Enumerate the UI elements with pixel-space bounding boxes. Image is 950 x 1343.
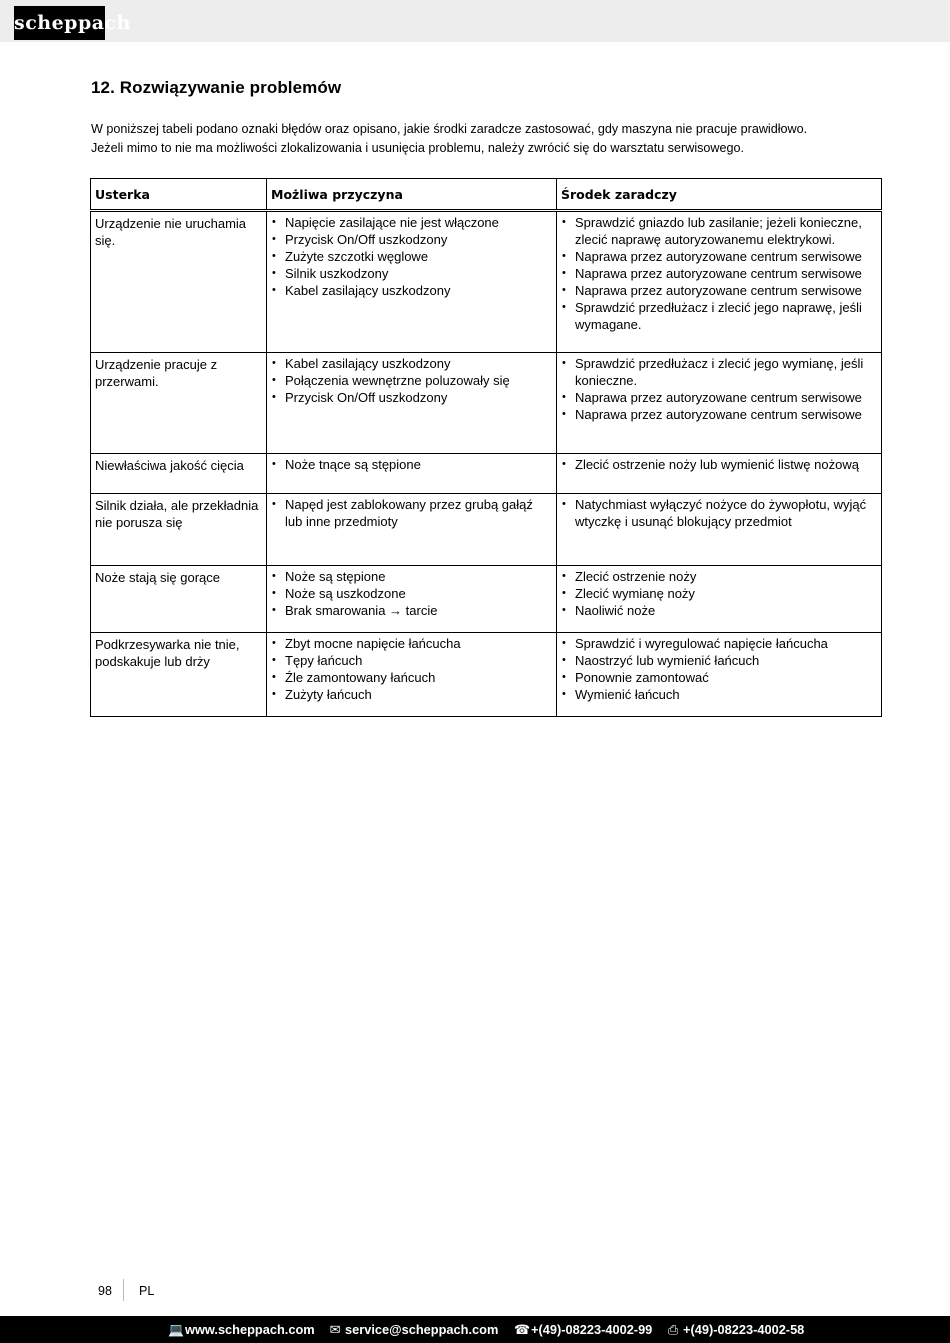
cause-cell bbox=[267, 454, 557, 494]
remedy-item: • Natychmiast wyłączyć nożyce do żywopłotu, wyjąć wtyczkę i usunąć blokujący przedmiot bbox=[561, 496, 877, 530]
remedy-item: • Naprawa przez autoryzowane centrum serwisowe bbox=[561, 389, 877, 406]
remedy-item: • Naostrzyć lub wymienić łańcuch bbox=[561, 652, 877, 669]
header-fault: Usterka bbox=[91, 179, 267, 211]
table-row bbox=[91, 211, 882, 353]
fault-cell: Silnik działa, ale przekładnia nie porusza się bbox=[91, 494, 267, 566]
header-remedy: Środek zaradczy bbox=[557, 179, 882, 211]
table-row bbox=[91, 494, 882, 566]
remedy-item: • Zlecić ostrzenie noży bbox=[561, 568, 877, 585]
remedy-cell bbox=[557, 211, 882, 353]
website-text: www.scheppach.com bbox=[185, 1322, 315, 1337]
remedy-cell bbox=[557, 633, 882, 717]
remedy-item: • Sprawdzić przedłużacz i zlecić jego wymianę, jeśli konieczne. bbox=[561, 355, 877, 389]
remedy-item: • Zlecić ostrzenie noży lub wymienić listwę nożową bbox=[561, 456, 877, 473]
cause-item: • Zużyty łańcuch bbox=[271, 686, 552, 703]
fault-cell: Urządzenie pracuje z przerwami. bbox=[91, 353, 267, 454]
cause-item: • Połączenia wewnętrzne poluzowały się bbox=[271, 372, 552, 389]
cause-item: • Noże są stępione bbox=[271, 568, 552, 585]
cause-cell bbox=[267, 633, 557, 717]
cause-item: • Kabel zasilający uszkodzony bbox=[271, 355, 552, 372]
cause-item: • Silnik uszkodzony bbox=[271, 265, 552, 282]
cause-item: • Zbyt mocne napięcie łańcucha bbox=[271, 635, 552, 652]
footer-fax bbox=[666, 1316, 804, 1343]
language-code: PL bbox=[139, 1284, 155, 1298]
footer-bar bbox=[0, 1316, 950, 1343]
top-bar bbox=[0, 0, 950, 42]
computer-icon: 💻 bbox=[168, 1322, 184, 1337]
phone-icon: ☎ bbox=[514, 1322, 530, 1337]
cause-item: • Noże tnące są stępione bbox=[271, 456, 552, 473]
cause-item: • Przycisk On/Off uszkodzony bbox=[271, 389, 552, 406]
table-row bbox=[91, 353, 882, 454]
page-separator bbox=[123, 1279, 124, 1301]
cause-item: • Kabel zasilający uszkodzony bbox=[271, 282, 552, 299]
table-row bbox=[91, 633, 882, 717]
remedy-item: • Zlecić wymianę noży bbox=[561, 585, 877, 602]
remedy-cell bbox=[557, 454, 882, 494]
footer-website[interactable] bbox=[168, 1316, 315, 1343]
cause-item: • Napięcie zasilające nie jest włączone bbox=[271, 214, 552, 231]
remedy-item: • Sprawdzić przedłużacz i zlecić jego naprawę, jeśli wymagane. bbox=[561, 299, 877, 333]
page-number: 98 bbox=[98, 1284, 112, 1298]
fault-cell: Noże stają się gorące bbox=[91, 566, 267, 633]
mail-icon: ✉ bbox=[329, 1322, 341, 1337]
remedy-item: • Naprawa przez autoryzowane centrum serwisowe bbox=[561, 406, 877, 423]
remedy-item: • Ponownie zamontować bbox=[561, 669, 877, 686]
remedy-item: • Naprawa przez autoryzowane centrum serwisowe bbox=[561, 282, 877, 299]
cause-cell bbox=[267, 494, 557, 566]
fax-icon: ⎙ bbox=[667, 1322, 679, 1337]
cause-cell bbox=[267, 353, 557, 454]
remedy-cell bbox=[557, 566, 882, 633]
intro-line-1: W poniższej tabeli podano oznaki błędów oraz opisano, jakie środki zaradcze zastosować, gdy maszyna nie pracuje prawidłowo. bbox=[91, 122, 808, 136]
cause-cell bbox=[267, 211, 557, 353]
table-row bbox=[91, 454, 882, 494]
troubleshooting-table bbox=[90, 178, 882, 717]
table-row bbox=[91, 566, 882, 633]
remedy-item: • Wymienić łańcuch bbox=[561, 686, 877, 703]
section-title: 12. Rozwiązywanie problemów bbox=[91, 78, 342, 97]
cause-item: • Napęd jest zablokowany przez grubą gałąź lub inne przedmioty bbox=[271, 496, 552, 530]
fault-cell: Niewłaściwa jakość cięcia bbox=[91, 454, 267, 494]
cause-item: • Tępy łańcuch bbox=[271, 652, 552, 669]
remedy-cell bbox=[557, 494, 882, 566]
cause-item: • Zużyte szczotki węglowe bbox=[271, 248, 552, 265]
cause-item: • Przycisk On/Off uszkodzony bbox=[271, 231, 552, 248]
intro-text bbox=[91, 120, 891, 158]
footer-phone bbox=[514, 1316, 652, 1343]
table-header-row bbox=[91, 179, 882, 211]
remedy-item: • Naprawa przez autoryzowane centrum serwisowe bbox=[561, 248, 877, 265]
cause-item: • Noże są uszkodzone bbox=[271, 585, 552, 602]
cause-item: • Brak smarowania → tarcie bbox=[271, 602, 552, 619]
fault-cell: Urządzenie nie uruchamia się. bbox=[91, 211, 267, 353]
cause-item: • Źle zamontowany łańcuch bbox=[271, 669, 552, 686]
fax-text: +(49)-08223-4002-58 bbox=[683, 1322, 805, 1337]
remedy-cell bbox=[557, 353, 882, 454]
cause-cell bbox=[267, 566, 557, 633]
footer-email[interactable] bbox=[328, 1316, 498, 1343]
remedy-item: • Sprawdzić i wyregulować napięcie łańcucha bbox=[561, 635, 877, 652]
header-cause: Możliwa przyczyna bbox=[267, 179, 557, 211]
remedy-item: • Naoliwić noże bbox=[561, 602, 877, 619]
phone-text: +(49)-08223-4002-99 bbox=[531, 1322, 653, 1337]
email-text: service@scheppach.com bbox=[345, 1322, 499, 1337]
intro-line-2: Jeżeli mimo to nie ma możliwości zlokalizowania i usunięcia problemu, należy zwrócić się do warsztatu serwisowego. bbox=[91, 141, 745, 155]
fault-cell: Podkrzesywarka nie tnie, podskakuje lub drży bbox=[91, 633, 267, 717]
scheppach-logo: scheppach bbox=[14, 6, 105, 40]
remedy-item: • Naprawa przez autoryzowane centrum serwisowe bbox=[561, 265, 877, 282]
remedy-item: • Sprawdzić gniazdo lub zasilanie; jeżeli konieczne, zlecić naprawę autoryzowanemu elektrykowi. bbox=[561, 214, 877, 248]
